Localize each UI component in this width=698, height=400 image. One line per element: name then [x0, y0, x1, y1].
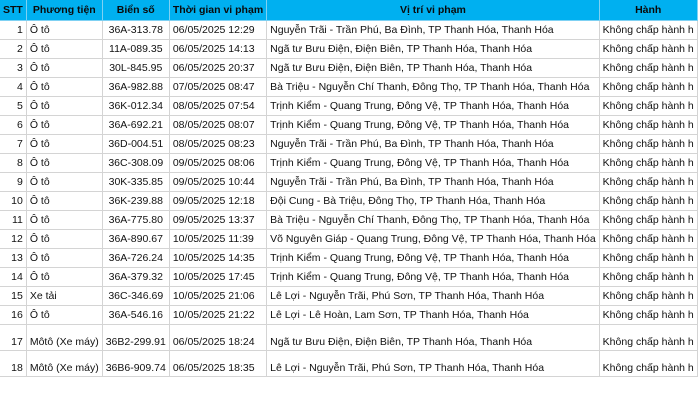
location-cell[interactable]: Trịnh Kiểm - Quang Trung, Đông Vệ, TP Thanh Hóa, Thanh Hóa [267, 249, 600, 268]
stt-cell[interactable]: 4 [0, 78, 26, 97]
status-cell[interactable]: Không chấp hành h [599, 173, 697, 192]
time-cell[interactable]: 09/05/2025 08:06 [169, 154, 266, 173]
plate-cell[interactable]: 36A-982.88 [102, 78, 169, 97]
location-cell[interactable]: Ngã tư Bưu Điện, Điện Biên, TP Thanh Hóa, Thanh Hóa [267, 325, 600, 351]
plate-cell[interactable]: 36A-546.16 [102, 306, 169, 325]
plate-cell[interactable]: 36D-004.51 [102, 135, 169, 154]
stt-cell[interactable]: 3 [0, 59, 26, 78]
location-cell[interactable]: Bà Triệu - Nguyễn Chí Thanh, Đông Thọ, TP Thanh Hóa, Thanh Hóa [267, 211, 600, 230]
time-cell[interactable]: 06/05/2025 12:29 [169, 21, 266, 40]
status-cell[interactable]: Không chấp hành h [599, 192, 697, 211]
stt-cell[interactable]: 10 [0, 192, 26, 211]
stt-cell[interactable]: 17 [0, 325, 26, 351]
table-row [0, 116, 697, 135]
status-cell[interactable]: Không chấp hành h [599, 287, 697, 306]
vehicle-cell[interactable]: Ô tô [26, 192, 102, 211]
time-cell[interactable]: 09/05/2025 10:44 [169, 173, 266, 192]
status-cell[interactable]: Không chấp hành h [599, 249, 697, 268]
table-row [0, 59, 697, 78]
header-plate[interactable]: Biển số [102, 0, 169, 21]
location-cell[interactable]: Lê Lợi - Nguyễn Trãi, Phú Sơn, TP Thanh Hóa, Thanh Hóa [267, 351, 600, 377]
vehicle-cell[interactable]: Ô tô [26, 40, 102, 59]
table-row [0, 268, 697, 287]
time-cell[interactable]: 08/05/2025 07:54 [169, 97, 266, 116]
location-cell[interactable]: Trịnh Kiểm - Quang Trung, Đông Vệ, TP Thanh Hóa, Thanh Hóa [267, 116, 600, 135]
location-cell[interactable]: Bà Triệu - Nguyễn Chí Thanh, Đông Thọ, TP Thanh Hóa, Thanh Hóa [267, 78, 600, 97]
location-cell[interactable]: Nguyễn Trãi - Trần Phú, Ba Đình, TP Thanh Hóa, Thanh Hóa [267, 135, 600, 154]
time-cell[interactable]: 10/05/2025 11:39 [169, 230, 266, 249]
plate-cell[interactable]: 36C-308.09 [102, 154, 169, 173]
table-header [0, 0, 697, 21]
header-time[interactable]: Thời gian vi phạm [169, 0, 266, 21]
table-row [0, 230, 697, 249]
vehicle-cell[interactable]: Ô tô [26, 59, 102, 78]
header-status[interactable]: Hành [599, 0, 697, 21]
stt-cell[interactable]: 6 [0, 116, 26, 135]
status-cell[interactable]: Không chấp hành h [599, 154, 697, 173]
plate-cell[interactable]: 30K-335.85 [102, 173, 169, 192]
time-cell[interactable]: 06/05/2025 18:35 [169, 351, 266, 377]
status-cell[interactable]: Không chấp hành h [599, 116, 697, 135]
status-cell[interactable]: Không chấp hành h [599, 21, 697, 40]
status-cell[interactable]: Không chấp hành h [599, 135, 697, 154]
vehicle-cell[interactable]: Ô tô [26, 78, 102, 97]
location-cell[interactable]: Nguyễn Trãi - Trần Phú, Ba Đình, TP Thanh Hóa, Thanh Hóa [267, 173, 600, 192]
plate-cell[interactable]: 36A-379.32 [102, 268, 169, 287]
stt-cell[interactable]: 13 [0, 249, 26, 268]
plate-cell[interactable]: 36A-313.78 [102, 21, 169, 40]
plate-cell[interactable]: 36B6-909.74 [102, 351, 169, 377]
time-cell[interactable]: 08/05/2025 08:07 [169, 116, 266, 135]
stt-cell[interactable]: 2 [0, 40, 26, 59]
vehicle-cell[interactable]: Ô tô [26, 116, 102, 135]
header-vehicle[interactable]: Phương tiện [26, 0, 102, 21]
table-row [0, 173, 697, 192]
time-cell[interactable]: 06/05/2025 20:37 [169, 59, 266, 78]
header-stt[interactable]: STT [0, 0, 26, 21]
vehicle-cell[interactable]: Ô tô [26, 211, 102, 230]
status-cell[interactable]: Không chấp hành h [599, 97, 697, 116]
plate-cell[interactable]: 36K-012.34 [102, 97, 169, 116]
table-row [0, 78, 697, 97]
vehicle-cell[interactable]: Ô tô [26, 173, 102, 192]
table-row [0, 154, 697, 173]
vehicle-cell[interactable]: Ô tô [26, 21, 102, 40]
vehicle-cell[interactable]: Xe tải [26, 287, 102, 306]
table-row [0, 97, 697, 116]
location-cell[interactable]: Trịnh Kiểm - Quang Trung, Đông Vệ, TP Thanh Hóa, Thanh Hóa [267, 154, 600, 173]
location-cell[interactable]: Lê Lợi - Lê Hoàn, Lam Sơn, TP Thanh Hóa, Thanh Hóa [267, 306, 600, 325]
time-cell[interactable]: 09/05/2025 13:37 [169, 211, 266, 230]
stt-cell[interactable]: 11 [0, 211, 26, 230]
vehicle-cell[interactable]: Ô tô [26, 268, 102, 287]
location-cell[interactable]: Ngã tư Bưu Điện, Điện Biên, TP Thanh Hóa, Thanh Hóa [267, 40, 600, 59]
table-row [0, 351, 697, 377]
table-row [0, 21, 697, 40]
status-cell[interactable]: Không chấp hành h [599, 40, 697, 59]
table-row [0, 211, 697, 230]
status-cell[interactable]: Không chấp hành h [599, 230, 697, 249]
location-cell[interactable]: Võ Nguyên Giáp - Quang Trung, Đông Vệ, TP Thanh Hóa, Thanh Hóa [267, 230, 600, 249]
stt-cell[interactable]: 15 [0, 287, 26, 306]
time-cell[interactable]: 06/05/2025 18:24 [169, 325, 266, 351]
vehicle-cell[interactable]: Ô tô [26, 230, 102, 249]
plate-cell[interactable]: 36A-890.67 [102, 230, 169, 249]
stt-cell[interactable]: 1 [0, 21, 26, 40]
table-body [0, 21, 697, 377]
stt-cell[interactable]: 14 [0, 268, 26, 287]
vehicle-cell[interactable]: Ô tô [26, 154, 102, 173]
vehicle-cell[interactable]: Môtô (Xe máy) [26, 351, 102, 377]
plate-cell[interactable]: 36B2-299.91 [102, 325, 169, 351]
table-row [0, 287, 697, 306]
status-cell[interactable]: Không chấp hành h [599, 59, 697, 78]
stt-cell[interactable]: 5 [0, 97, 26, 116]
plate-cell[interactable]: 36A-726.24 [102, 249, 169, 268]
location-cell[interactable]: Trịnh Kiểm - Quang Trung, Đông Vệ, TP Thanh Hóa, Thanh Hóa [267, 268, 600, 287]
status-cell[interactable]: Không chấp hành h [599, 78, 697, 97]
status-cell[interactable]: Không chấp hành h [599, 211, 697, 230]
status-cell[interactable]: Không chấp hành h [599, 268, 697, 287]
table-row [0, 40, 697, 59]
vehicle-cell[interactable]: Ô tô [26, 306, 102, 325]
time-cell[interactable]: 10/05/2025 17:45 [169, 268, 266, 287]
stt-cell[interactable]: 9 [0, 173, 26, 192]
header-location[interactable]: Vị trí vi phạm [267, 0, 600, 21]
plate-cell[interactable]: 36A-775.80 [102, 211, 169, 230]
status-cell[interactable]: Không chấp hành h [599, 306, 697, 325]
stt-cell[interactable]: 7 [0, 135, 26, 154]
vehicle-cell[interactable]: Ô tô [26, 97, 102, 116]
location-cell[interactable]: Lê Lợi - Nguyễn Trãi, Phú Sơn, TP Thanh Hóa, Thanh Hóa [267, 287, 600, 306]
table-row [0, 192, 697, 211]
table-row [0, 135, 697, 154]
location-cell[interactable]: Đội Cung - Bà Triệu, Đông Thọ, TP Thanh Hóa, Thanh Hóa [267, 192, 600, 211]
time-cell[interactable]: 08/05/2025 08:23 [169, 135, 266, 154]
status-cell[interactable]: Không chấp hành h [599, 325, 697, 351]
plate-cell[interactable]: 11A-089.35 [102, 40, 169, 59]
time-cell[interactable]: 10/05/2025 21:06 [169, 287, 266, 306]
location-cell[interactable]: Trịnh Kiểm - Quang Trung, Đông Vệ, TP Thanh Hóa, Thanh Hóa [267, 97, 600, 116]
stt-cell[interactable]: 18 [0, 351, 26, 377]
stt-cell[interactable]: 12 [0, 230, 26, 249]
plate-cell[interactable]: 30L-845.95 [102, 59, 169, 78]
table-row [0, 325, 697, 351]
location-cell[interactable]: Ngã tư Bưu Điện, Điện Biên, TP Thanh Hóa, Thanh Hóa [267, 59, 600, 78]
table-row [0, 306, 697, 325]
stt-cell[interactable]: 16 [0, 306, 26, 325]
vehicle-cell[interactable]: Môtô (Xe máy) [26, 325, 102, 351]
time-cell[interactable]: 10/05/2025 21:22 [169, 306, 266, 325]
vehicle-cell[interactable]: Ô tô [26, 135, 102, 154]
table-row [0, 249, 697, 268]
stt-cell[interactable]: 8 [0, 154, 26, 173]
location-cell[interactable]: Nguyễn Trãi - Trần Phú, Ba Đình, TP Thanh Hóa, Thanh Hóa [267, 21, 600, 40]
time-cell[interactable]: 07/05/2025 08:47 [169, 78, 266, 97]
vehicle-cell[interactable]: Ô tô [26, 249, 102, 268]
plate-cell[interactable]: 36A-692.21 [102, 116, 169, 135]
time-cell[interactable]: 10/05/2025 14:35 [169, 249, 266, 268]
status-cell[interactable]: Không chấp hành h [599, 351, 697, 377]
plate-cell[interactable]: 36K-239.88 [102, 192, 169, 211]
plate-cell[interactable]: 36C-346.69 [102, 287, 169, 306]
time-cell[interactable]: 09/05/2025 12:18 [169, 192, 266, 211]
time-cell[interactable]: 06/05/2025 14:13 [169, 40, 266, 59]
